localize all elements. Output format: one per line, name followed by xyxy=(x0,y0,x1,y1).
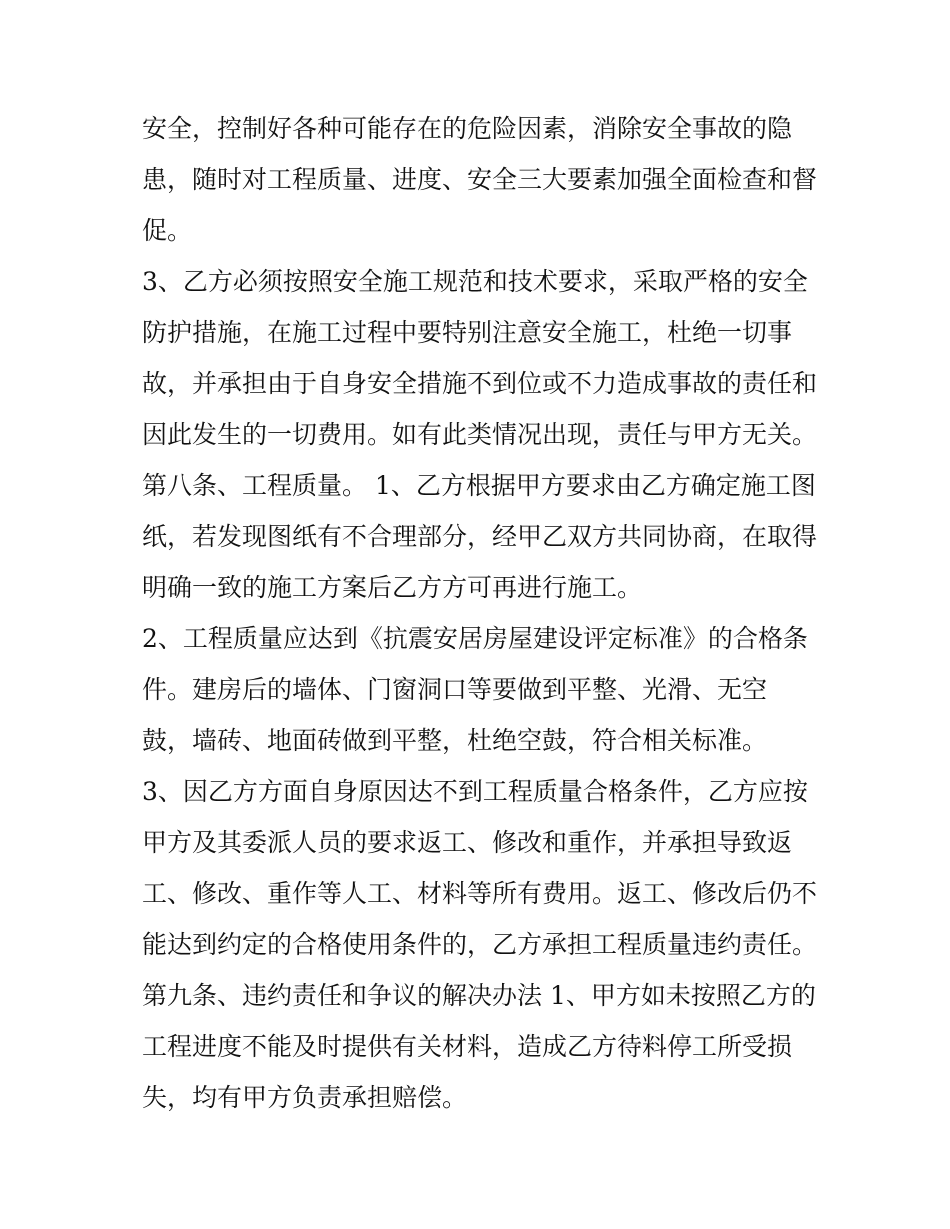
text-line: 件。建房后的墙体、门窗洞口等要做到平整、光滑、无空 xyxy=(142,675,768,704)
text-line: 2、工程质量应达到《抗震安居房屋建设评定标准》的合格条 xyxy=(142,624,808,653)
text-line: 促。 xyxy=(142,216,193,245)
text-line: 3、因乙方方面自身原因达不到工程质量合格条件，乙方应按 xyxy=(142,777,808,806)
text-line: 工程进度不能及时提供有关材料，造成乙方待料停工所受损 xyxy=(142,1032,793,1061)
text-line: 甲方及其委派人员的要求返工、修改和重作，并承担导致返 xyxy=(142,828,793,857)
text-line: 故，并承担由于自身安全措施不到位或不力造成事故的责任和 xyxy=(142,369,818,398)
text-line: 第八条、工程质量。 1、乙方根据甲方要求由乙方确定施工图 xyxy=(142,471,816,500)
text-line: 3、乙方必须按照安全施工规范和技术要求，采取严格的安全 xyxy=(142,267,808,296)
document-body-text xyxy=(142,103,822,1123)
text-line: 明确一致的施工方案后乙方方可再进行施工。 xyxy=(142,573,643,602)
text-line: 能达到约定的合格使用条件的，乙方承担工程质量违约责任。 xyxy=(142,930,818,959)
text-line: 纸，若发现图纸有不合理部分，经甲乙双方共同协商，在取得 xyxy=(142,522,818,551)
text-line: 鼓，墙砖、地面砖做到平整，杜绝空鼓，符合相关标准。 xyxy=(142,726,768,755)
text-line: 防护措施，在施工过程中要特别注意安全施工，杜绝一切事 xyxy=(142,318,793,347)
text-line: 第九条、违约责任和争议的解决办法 1、甲方如未按照乙方的 xyxy=(142,981,816,1010)
text-line: 工、修改、重作等人工、材料等所有费用。返工、修改后仍不 xyxy=(142,879,818,908)
text-line: 因此发生的一切费用。如有此类情况出现，责任与甲方无关。 xyxy=(142,420,818,449)
text-line: 失，均有甲方负责承担赔偿。 xyxy=(142,1083,468,1112)
text-line: 患，随时对工程质量、进度、安全三大要素加强全面检查和督 xyxy=(142,165,818,194)
text-line: 安全，控制好各种可能存在的危险因素，消除安全事故的隐 xyxy=(142,114,793,143)
